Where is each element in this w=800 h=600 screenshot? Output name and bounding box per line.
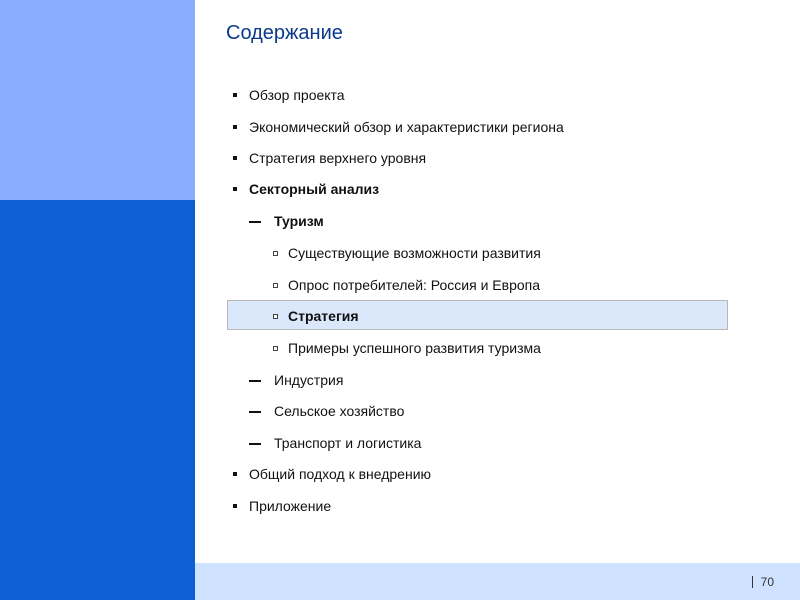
toc-item-label: Обзор проекта (249, 87, 345, 103)
toc-item-label: Стратегия верхнего уровня (249, 150, 427, 166)
square-bullet-icon (233, 93, 237, 97)
toc-item-strategy-current (288, 306, 359, 326)
page-number-divider (752, 576, 753, 588)
toc-item-existing-opportunities (288, 243, 541, 263)
dash-bullet-icon (249, 380, 261, 382)
toc-item-label: Общий подход к внедрению (249, 466, 432, 482)
toc-item-tourism (274, 211, 324, 231)
hollow-square-bullet-icon (273, 314, 278, 319)
square-bullet-icon (233, 504, 237, 508)
toc-item-label: Транспорт и логистика (274, 435, 422, 451)
page-number-value: 70 (760, 575, 774, 589)
square-bullet-icon (233, 472, 237, 476)
toc-item-label: Существующие возможности развития (288, 245, 541, 261)
page-number (752, 575, 774, 589)
left-accent-bottom (0, 200, 195, 600)
square-bullet-icon (233, 156, 237, 160)
square-bullet-icon (233, 187, 237, 191)
toc-item-sector-analysis (249, 179, 379, 199)
dash-bullet-icon (249, 411, 261, 413)
toc-item-top-strategy (249, 148, 426, 168)
footer-band (195, 563, 800, 600)
toc-item-industry (274, 370, 343, 390)
toc-item-label: Экономический обзор и характеристики региона (249, 119, 564, 135)
toc-item-agriculture (274, 401, 404, 421)
toc-item-label: Туризм (274, 213, 324, 229)
hollow-square-bullet-icon (273, 251, 278, 256)
toc-item-economic-overview (249, 117, 564, 137)
toc-item-label: Опрос потребителей: Россия и Европа (288, 277, 541, 293)
toc-item-label: Примеры успешного развития туризма (288, 340, 541, 356)
square-bullet-icon (233, 125, 237, 129)
toc-item-label: Приложение (249, 498, 332, 514)
toc-item-appendix (249, 496, 331, 516)
left-accent-top (0, 0, 195, 200)
toc-item-success-examples (288, 338, 541, 358)
hollow-square-bullet-icon (273, 346, 278, 351)
toc-item-project-overview (249, 85, 345, 105)
toc-item-label: Стратегия (288, 308, 359, 324)
dash-bullet-icon (249, 221, 261, 223)
toc-item-label: Индустрия (274, 372, 344, 388)
dash-bullet-icon (249, 443, 261, 445)
toc-item-transport-logistics (274, 433, 421, 453)
toc-item-label: Секторный анализ (249, 181, 380, 197)
toc-item-implementation (249, 464, 431, 484)
toc-item-label: Сельское хозяйство (274, 403, 405, 419)
toc-item-consumer-survey (288, 275, 540, 295)
slide-title: Содержание (226, 22, 343, 44)
hollow-square-bullet-icon (273, 283, 278, 288)
